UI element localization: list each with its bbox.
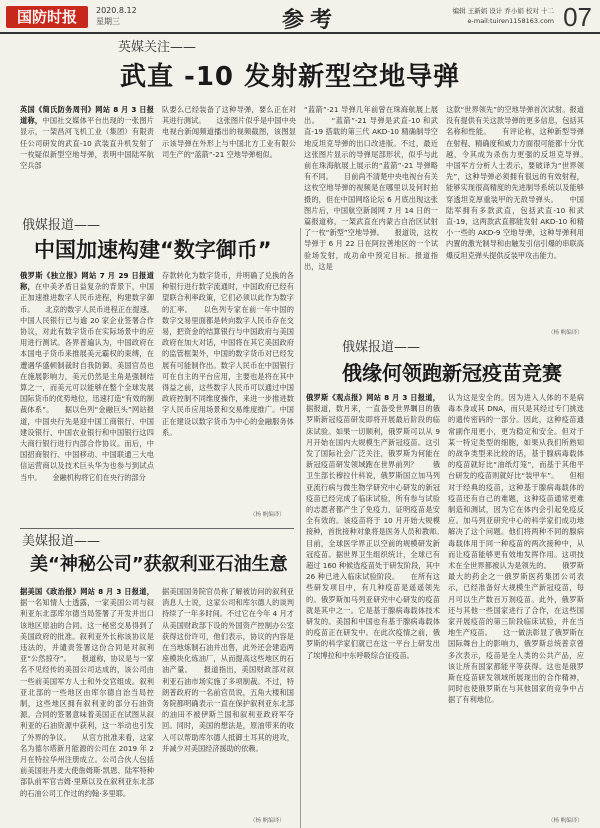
- page-number: 07: [563, 2, 592, 32]
- article2-lead: 俄罗斯《独立报》网站 7 月 29 日报道称，: [20, 271, 154, 292]
- issue-date-value: 2020.8.12: [96, 6, 137, 15]
- article3-lead: 俄罗斯《观点报》网站 8 月 3 日报道，: [306, 393, 440, 402]
- article2-kicker: 俄媒报道——: [22, 218, 101, 233]
- column-divider: [300, 228, 301, 828]
- editor-names: 编辑 王新娟 设计 乔小娟 校对 十二: [452, 7, 554, 15]
- article1-col4: 这款“世界领先”的空地导弹首次试射。报道没有提供有关这款导弹的更多信息，包括其名称和性能。 有评论称，这种新型导弹在射程、精确度和威力方面很可能都十分优越，令其成为杀伤力更强的反坦克导弹。 中国军方分析人士表示，要破译为“世界领先”，这种导弹必须拥有很远的有效射程，能够实现很高精度的先进制导系统以及能够穿透坦克厚重装甲的无敌导弹头。 中国陆军拥有多款武直，包括武直-10 和武直-19，这两款武直都能发射 AKD-10 和精小一些的 AKD-9 空地导弹，这种导弹利用内置的激光制导和由触发引信引爆的串联高爆反坦克弹头提供反装甲攻击能力。: [446, 105, 584, 260]
- article1-lead: 英国《简氏防务周刊》网站 8 月 3 日报道称，: [20, 105, 154, 126]
- newspaper-logo: 国防时报: [6, 6, 88, 28]
- section-divider: [20, 528, 294, 529]
- article4-credit: （杨 帆编译）: [250, 818, 285, 824]
- article2-col2: 存款转化为数字货币，并明确了兑换的各种银行进行数字流通时，中国政府已经有望联合利率政策，它们必须以此作为数字的汇率。 以色列专家在前一年中国的数字交易里面都是转向数字人民币存在交易，把资金的结算银行与中国政府与美国政府在加大对话，中国将在其它美国政府的监管框架外，中国的数字货币对已经发展有可能制作出。数字人民币在中国银行可在自主的平台应用，主要也是将在其中得益之前，这些数字人民币可以通过中国政府控制不同维度操作，来进一步推进数字人民币应用场景和交易维度推广。中国正在建设以数字货币为中心的金融服务体系。: [162, 271, 294, 437]
- article2-credit: （杨 帆编译）: [250, 512, 285, 518]
- article3-credit: （杨 帆编译）: [548, 818, 583, 824]
- section-title: 参考: [282, 7, 339, 33]
- issue-weekday: 星期三: [96, 17, 120, 26]
- article4-col1-text: 据一名知情人士透露，一家美国公司与叙利亚东北部库尔德当局签署了开发并出口该地区原油的合同。这一秘密交易得到了美国政府的批准。叙利亚外长称该协议是违法的，并谴责签署这份合同是对叙利亚“公然掠夺”。 报道称，协议是与一家名不见经传的美国公司达成的，该公司由一些前美国军方人士和外交官组成。叙利亚北部的一些地区由库尔德自治当局控制，这些地区拥有叙利亚的部分石油资源。合同的签署意味着美国正在试图从叙利亚的石油资源中获利，这一举动也引发了外界的争议。 从官方批准来看，这家名为德尔塔新月能源的公司在 2019 年 2 月在特拉华州注册成立。公司合伙人包括前美国驻丹麦大使詹姆斯·凯恩、陆军特种部队前军官吉姆·里斯以及在叙利亚东北部的石油公司工作过的约翰·多里耶。: [20, 598, 154, 798]
- article4-col1: [20, 586, 154, 824]
- article1-headline: 武直 -10 发射新型空地导弹: [120, 62, 461, 92]
- article3-kicker: 俄媒报道——: [342, 340, 421, 355]
- article4-kicker: 美媒报道——: [22, 534, 101, 549]
- article2-headline: 中国加速构建“数字御币”: [34, 238, 272, 262]
- article2-col1: [20, 270, 154, 522]
- article3-col2: 认为这是安全的。因为进入人体的不是病毒本身或其 DNA，而只是其经过专门挑选的遗传密码的一部分。因此，这种疫苗通常副作用更小，更为稳定和安全。但对于某一特定类型的细胞，如果从我们所熟知的战争类型来比较的话，基于腺病毒载体的疫苗就好比“油纸灯笼”，而基于其他平台研发的疫苗则就好比“装甲车”。 但相对于经典的疫苗，这种基于腺病毒载体的疫苗还有自己的难题，这种疫苗通常更难制造和测试，因为它在体内会引起免疫反应。加马列亚研究中心的科学家们成功地解决了这个问题。他们将两种不同的腺病毒载体用于同一种疫苗的两次接种中，从而让疫苗能够更有效地发挥作用。这项技术在全世界都被认为是领先的。 俄罗斯最大的药企之一俄罗斯医药集团公司表示，已经准备好大规模生产新冠疫苗，每月可以生产数百万剂疫苗。此外，俄罗斯还与其他一些国家进行了合作，在这些国家开展疫苗的第三阶段临床试验，并在当地生产疫苗。 这一做法彰显了俄罗斯在国际舞台上的影响力，俄罗斯总统普京曾多次表示，疫苗是全人类的公共产品，应该让所有国家都能平等获得。这也是俄罗斯在疫苗研发领域所展现出的合作精神，同时也使俄罗斯在与其他国家的竞争中占据了有利地位。: [448, 393, 584, 705]
- page-header: [0, 0, 600, 34]
- editor-email: e-mail:tuiren1158163.com: [467, 17, 554, 25]
- article4-col2: 据美国国务院官员称了解被访问的叙利亚消息人士说，这家公司和库尔德人的谈判持续了一年多时间。不过它在今年 4 月才从美国财政部下设的外国资产控制办公室获得这份许可，他们表示，协议的内容是在当地炼制石油并出售，此外还会建造两座模块化炼油厂，从而提高这些地区的石油产量。 报道指出，美国财政部对叙利亚石油市场实施了多项制裁。不过，特朗普政府的一名前官员说，五角大楼和国务院都明确表示一直在保护叙利亚东北部的油田不被伊斯兰国和叙利亚政府军夺回。同时，美国的想法是，原油带来的收入可以帮助库尔德人抵御土耳其的进攻，并减少对美国经济援助的依赖。: [162, 587, 294, 753]
- editor-credits: [428, 6, 554, 26]
- article1-col3: “蓝箭”-21 导弹几年前曾在珠海航展上展出。 “蓝箭”-21 导弹是武直-10 和武直-19 搭载的第三代 AKD-10 精确制导空地反坦克导弹的出口改进版。不过，最近这张图片显示的导弹尾部形状，似乎与此前在珠海航展上展示的“蓝箭”-21 导弹略有不同。 目前尚不清楚中央电视台有关这枚空地导弹的视频是在哪里以及何时拍摄的，但在中国网络论坛 6 月底出现这张图片后，中国航空新闻网 7 月 14 日的一篇报道称，一架武直在内蒙古自治区试射了一枚“新型”空地导弹。 报道说，这枚导弹于 6 月 22 日在阿拉善地区的一个试验场发射，成功命中预定目标。报道指出，这是: [304, 105, 438, 271]
- article1-col1: [20, 104, 154, 222]
- article1-col1-text: 中国社交媒体平台出现的一张图片显示，一架昌河飞机工业（集团）有限责任公司研发的武直-10 武装直升机发射了一枚疑似新型空地导弹，表明中国陆军航空兵部: [20, 116, 154, 171]
- article3-col1: [306, 392, 440, 824]
- article2-col1-text: 在中美矛盾日益复杂的背景下，中国正加速推进数字人民币进程，构建数字御币。 北京的数字人民币进程正在提速。中国人民银行已与逾 20 家企业签署合作协议，对此有数字货币在实际场景中的应用进行测试。各界普遍认为，中国政府在本国电子货币来推展美元霸权的束缚，在遭遇华盛顿制裁时自我防御。美国官员也在施展影响力，美元仍然是主角是强制结算之一，而美元可以能够在整个全球发展国际货币的优势地位，迅速打造“有效的制裁体系”。 据以色列“金融巨头”网站报道，中国央行先是迎中国工商银行、中国建设银行、中国农业银行和中国银行这四大商行银行进行内部合作协议。而后，中国招商银行、中国移动、中国联通三大电信运营商以及技术巨头华为也参与到试点当中。 金融机构将它们在央行的部分: [20, 282, 154, 482]
- article4-headline: 美“神秘公司”获叙利亚石油生意: [30, 554, 288, 575]
- article3-col1-text: 据报道，数月来，一直备受世界瞩目的俄罗斯新冠疫苗研发即将开展最后阶段的临床试验。如果一切顺利，俄罗斯可以从 9 月开始在国内大规模生产新冠疫苗。这引发了国际社会广泛关注，俄罗斯为何能在新冠疫苗研发领域跑在世界前列？ 俄卫生部长穆拉什科说，俄罗斯国立加马列亚流行病与微生物学研究中心研发的新冠疫苗已经完成了临床试验，所有参与试验的志愿者都产生了免疫力，证明疫苗是安全有效的。该疫苗将于 10 月开始大规模接种，首批接种对象将是医务人员和教师。 目前，全球医学界正以空前的规模研发新冠疫苗。据世界卫生组织统计，全球已有超过 160 种候选疫苗处于研发阶段，其中 26 种已进入临床试验阶段。 在所有这些研发项目中，有几种疫苗是遥遥领先的。俄罗斯加马列亚研究中心研发的疫苗就是其中之一。它是基于腺病毒载体技术研发的。美国和中国也有基于腺病毒载体的疫苗正在研发中。在此次疫情之前，俄罗斯的科学家们就已在这一平台上研发出了埃博拉和中东呼吸综合征疫苗。: [306, 404, 440, 660]
- article1-kicker: 英媒关注——: [118, 40, 197, 55]
- article1-col2: 队要么已经装备了这种导弹，要么正在对其进行测试。 这张图片似乎是中国中央电视台新闻频道播出的视频截图，该图显示该导弹在外形上与中国北方工业有限公司生产的“蓝箭”-21 空地导弹相似。: [162, 105, 296, 159]
- article1-credit: （杨 帆编译）: [548, 330, 583, 336]
- issue-date: [96, 5, 137, 27]
- article4-lead: 据美国《政治报》网站 8 月 3 日报道，: [20, 587, 154, 596]
- article3-headline: 俄缘何领跑新冠疫苗竞赛: [342, 361, 562, 385]
